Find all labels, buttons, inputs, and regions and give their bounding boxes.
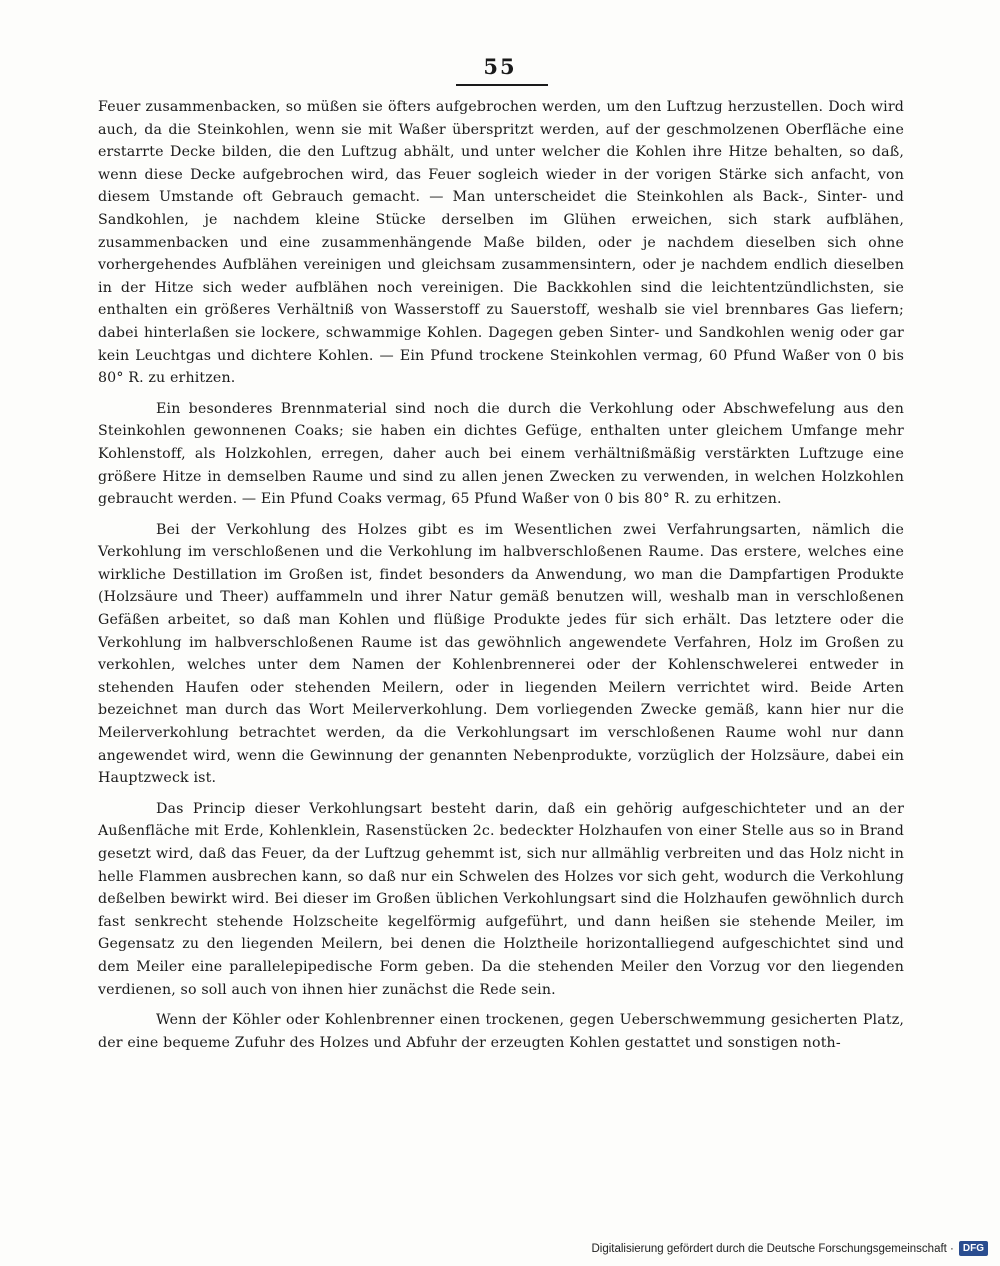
paragraph: Das Princip dieser Verkohlungsart besteht darin, daß ein gehörig aufgeschichteter und an der Außenfläche mit Erde, Kohlenklein, Rasenstücken 2c. bedeckter Holzhaufen von einer Stelle aus so in Brand gesetzt wird, daß das Feuer, da der Luftzug gehemmt ist, sich nur allmählig verbreiten und das Holz nicht in helle Flammen ausbrechen kann, so daß nur ein Schwelen des Holzes vor sich geht, wodurch die Verkohlung deßelben bewirkt wird. Bei dieser im Großen üblichen Verkohlungsart sind die Holzhaufen gewöhnlich durch fast senkrecht stehende Holzscheite kegelförmig aufgeführt, und dann heißen sie stehende Meiler, im Gegensatz zu den liegenden Meilern, bei denen die Holztheile horizontalliegend aufgeschichtet sind und dem Meiler eine parallelepipedische Form geben. Da die stehenden Meiler den Vorzug vor den liegenden verdienen, so soll auch von ihnen hier zunächst die Rede sein.: [98, 800, 904, 998]
paragraph: Wenn der Köhler oder Kohlenbrenner einen trockenen, gegen Ueberschwemmung gesicherten Platz, der eine bequeme Zufuhr des Holzes und Abfuhr der erzeugten Kohlen gestattet und sonstigen noth-: [98, 1012, 904, 1051]
paragraph: Ein besonderes Brennmaterial sind noch die durch die Verkohlung oder Abschwefelung aus den Steinkohlen gewonnenen Coaks; sie haben ein dichtes Gefüge, enthalten unter gleichem Umfange mehr Kohlenstoff, als Holzkohlen, erregen, daher auch bei einem verhältnißmäßig verstärkten Luftzuge eine größere Hitze in demselben Raume und sind zu allen jenen Zwecken zu verwenden, in welchen Holzkohlen gebraucht werden. — Ein Pfund Coaks vermag, 65 Pfund Waßer von 0 bis 80° R. zu erhitzen.: [98, 400, 904, 508]
footer-credit: Digitalisierung gefördert durch die Deutsche Forschungsgemeinschaft ·: [591, 1242, 954, 1255]
header-rule: [456, 84, 548, 86]
paragraph: Feuer zusammenbacken, so müßen sie öfters aufgebrochen werden, um den Luftzug herzustellen. Doch wird auch, da die Steinkohlen, wenn sie mit Waßer überspritzt werden, auf der geschmolzenen Oberfläche eine erstarrte Decke bilden, die den Luftzug abhält, und unter welcher die Kohlen ihre Hitze behalten, so daß, wenn diese Decke aufgebrochen wird, das Feuer sogleich wieder in der vorigen Stärke sich anfacht, von diesem Umstande oft Gebrauch gemacht. — Man unterscheidet die Steinkohlen als Back-, Sinter- und Sandkohlen, je nachdem kleine Stücke derselben im Glühen erweichen, sich stark aufblähen, zusammenbacken und eine zusammenhängende Maße bilden, oder je nachdem dieselben sich ohne vorhergehendes Aufblähen vereinigen und gleichsam zusammensintern, oder je nachdem endlich dieselben in der Hitze sich weder aufblähen noch vereinigen. Die Backkohlen sind die leichtentzündlichsten, sie enthalten ein größeres Verhältniß von Wasserstoff zu Sauerstoff, weshalb sie viel brennbares Gas liefern; dabei hinterlaßen sie lockere, schwammige Kohlen. Dagegen geben Sinter- und Sandkohlen wenig oder gar kein Leuchtgas und dichtere Kohlen. — Ein Pfund trockene Steinkohlen vermag, 60 Pfund Waßer von 0 bis 80° R. zu erhitzen.: [98, 99, 904, 387]
body-text: [98, 96, 904, 1054]
dfg-logo: DFG: [959, 1241, 988, 1256]
digitization-footer: [591, 1241, 988, 1256]
page-number: 55: [483, 54, 517, 79]
paragraph: Bei der Verkohlung des Holzes gibt es im Wesentlichen zwei Verfahrungsarten, nämlich die Verkohlung im verschloßenen und die Verkohlung im halbverschloßenen Raume. Das erstere, welches eine wirkliche Destillation im Großen ist, findet besonders da Anwendung, wo man die Dampfartigen Produkte (Holzsäure und Theer) auffammeln und ihrer Natur gemäß benutzen will, weshalb man in verschloßenen Gefäßen arbeitet, so daß man Kohlen und flüßige Produkte jedes für sich erhält. Das letztere oder die Verkohlung im halbverschloßenen Raume ist das gewöhnlich angewendete Verfahren, Holz im Großen zu verkohlen, welches unter dem Namen der Kohlenbrennerei oder der Kohlenschwelerei entweder in stehenden Haufen oder stehenden Meilern, oder in liegenden Meilern verrichtet wird. Beide Arten bezeichnet man durch das Wort Meilerverkohlung. Dem vorliegenden Zwecke gemäß, kann hier nur die Meilerverkohlung betrachtet werden, da die Verkohlungsart im verschloßenen Raume wohl nur dann angewendet wird, wenn die Gewinnung der genannten Nebenprodukte, vorzüglich der Holzsäure, dabei ein Hauptzweck ist.: [98, 521, 904, 787]
